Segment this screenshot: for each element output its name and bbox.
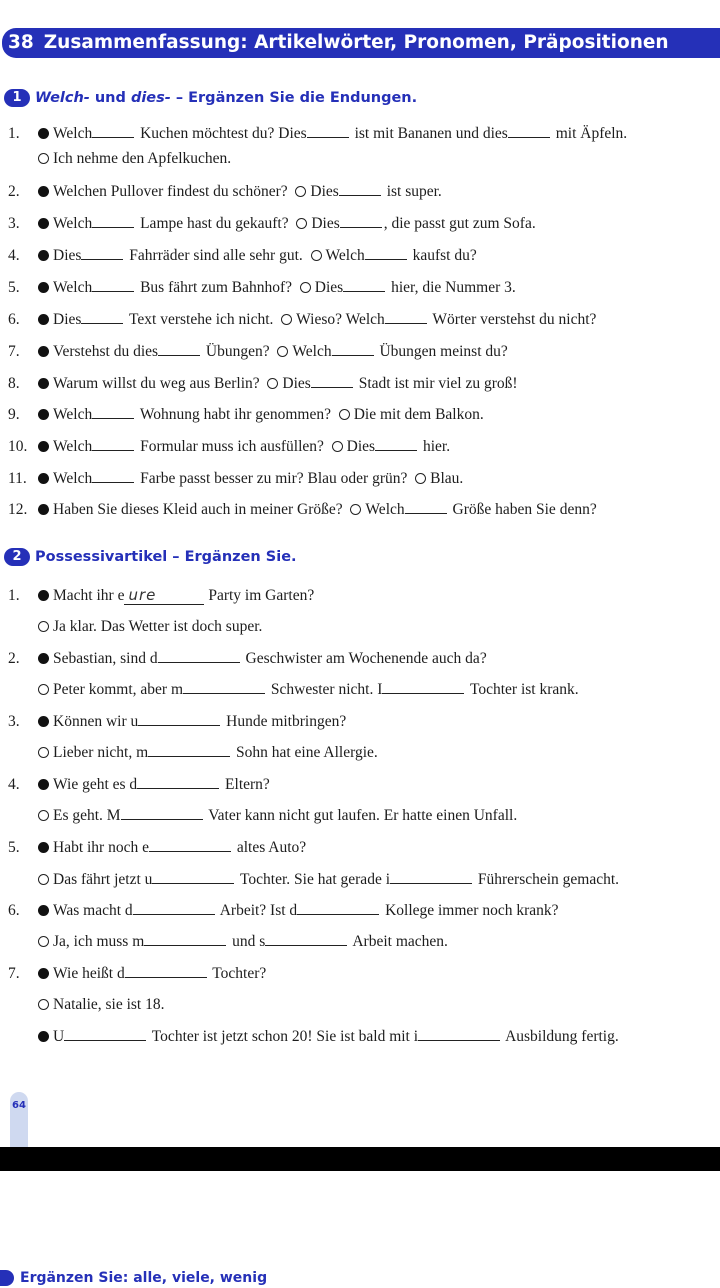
sentence-fragment: Dies [311, 215, 340, 232]
fill-in-blank[interactable] [508, 123, 550, 138]
next-section-badge [0, 1270, 14, 1286]
fill-in-blank[interactable] [133, 900, 215, 915]
open-bullet-icon [339, 409, 350, 420]
item-number: 1. [8, 125, 20, 142]
section-1-heading [4, 87, 417, 109]
filled-bullet-icon [38, 590, 49, 601]
filled-bullet-icon [38, 346, 49, 357]
filled-bullet-icon [38, 905, 49, 916]
spacer [292, 279, 300, 296]
exercise-line [8, 373, 720, 395]
open-bullet-icon [38, 874, 49, 885]
open-bullet-icon [38, 999, 49, 1010]
open-bullet-icon [281, 314, 292, 325]
sentence-fragment: Wohnung habt ihr genommen? [136, 406, 331, 423]
sentence-fragment: Vater kann nicht gut laufen. Er hatte einen Unfall. [204, 807, 518, 824]
sentence-fragment: ist mit Bananen und dies [350, 125, 508, 142]
sentence-fragment: kaufst du? [408, 247, 477, 264]
next-section-title: Ergänzen Sie: alle, viele, wenig [20, 1270, 268, 1286]
sentence-fragment: Bus fährt zum Bahnhof? [136, 279, 293, 296]
item-number: 1. [8, 587, 20, 604]
spacer [288, 183, 296, 200]
open-bullet-icon [415, 473, 426, 484]
sentence-fragment: Formular muss ich ausfüllen? [136, 438, 324, 455]
exercise-line [38, 679, 720, 701]
fill-in-blank[interactable] [92, 468, 134, 483]
spacer [289, 215, 297, 232]
filled-bullet-icon [38, 716, 49, 727]
item-number: 3. [8, 713, 20, 730]
fill-in-blank[interactable] [125, 963, 207, 978]
fill-in-blank[interactable] [158, 648, 240, 663]
filled-bullet-icon [38, 653, 49, 664]
fill-in-blank[interactable] [365, 245, 407, 260]
item-number: 6. [8, 311, 20, 328]
sentence-fragment: Dies [53, 311, 82, 328]
spacer [343, 501, 351, 518]
sentence-fragment: Sebastian, sind d [53, 650, 158, 667]
spacer [270, 343, 278, 360]
fill-in-blank[interactable] [297, 900, 379, 915]
item-number: 10. [8, 438, 28, 455]
sentence-fragment: Lieber nicht, m [53, 744, 149, 761]
fill-in-blank[interactable] [340, 213, 382, 228]
section-1-badge: 1 [4, 89, 30, 107]
sentence-fragment: Arbeit? Ist d [216, 902, 298, 919]
exercise-line [38, 805, 720, 827]
item-number: 5. [8, 839, 20, 856]
sentence-fragment: Welchen Pullover findest du schöner? [53, 183, 288, 200]
fill-in-blank[interactable] [144, 931, 226, 946]
item-number: 7. [8, 965, 20, 982]
open-bullet-icon [311, 250, 322, 261]
sentence-fragment: Was macht d [53, 902, 133, 919]
item-number: 4. [8, 776, 20, 793]
sentence-fragment: Größe haben Sie denn? [448, 501, 597, 518]
filled-bullet-icon [38, 409, 49, 420]
item-number: 7. [8, 343, 20, 360]
item-number: 8. [8, 375, 20, 392]
exercise-line [8, 585, 720, 607]
page-number: 64 [12, 1100, 26, 1111]
fill-in-blank[interactable] [265, 931, 347, 946]
spacer [260, 375, 268, 392]
spacer [331, 406, 339, 423]
exercise-line [8, 404, 720, 426]
sentence-fragment: Ausbildung fertig. [502, 1028, 619, 1045]
sentence-fragment: Geschwister am Wochenende auch da? [241, 650, 487, 667]
sentence-fragment: Tochter. Sie hat gerade i [236, 871, 390, 888]
fill-in-blank[interactable] [92, 436, 134, 451]
fill-in-blank[interactable] [92, 213, 134, 228]
filled-bullet-icon [38, 250, 49, 261]
filled-bullet-icon [38, 314, 49, 325]
filled-bullet-icon [38, 968, 49, 979]
filled-bullet-icon [38, 378, 49, 389]
exercise-line [8, 711, 720, 733]
sentence-fragment: Blau. [430, 470, 464, 487]
exercise-line [8, 123, 720, 145]
fill-in-blank[interactable] [148, 742, 230, 757]
fill-in-blank[interactable] [339, 181, 381, 196]
fill-in-blank[interactable] [405, 499, 447, 514]
heading-italic-welch: Welch- [35, 90, 90, 106]
sentence-fragment: Dies [282, 375, 311, 392]
sentence-fragment: Dies [310, 183, 339, 200]
open-bullet-icon [38, 747, 49, 758]
sentence-fragment: Welch [53, 438, 93, 455]
exercise-line [38, 994, 720, 1016]
open-bullet-icon [277, 346, 288, 357]
fill-in-blank[interactable] [92, 404, 134, 419]
item-number: 6. [8, 902, 20, 919]
exercise-line [38, 742, 720, 764]
exercise-line [38, 148, 720, 170]
heading-italic-dies: dies- [130, 90, 171, 106]
sentence-fragment: Ja, ich muss m [53, 933, 145, 950]
open-bullet-icon [295, 186, 306, 197]
fill-in-blank[interactable] [343, 277, 385, 292]
filled-bullet-icon [38, 441, 49, 452]
chapter-number: 38 [8, 32, 34, 53]
sentence-fragment: Dies [314, 279, 344, 296]
fill-in-blank[interactable] [307, 123, 349, 138]
item-number: 3. [8, 215, 20, 232]
exercise-line [8, 468, 720, 490]
section-2-heading [4, 546, 297, 568]
open-bullet-icon [267, 378, 278, 389]
sentence-fragment: Macht ihr e [53, 587, 125, 604]
exercise-line [38, 869, 720, 891]
sentence-fragment: Wie geht es d [53, 776, 138, 793]
sentence-fragment: Wie heißt d [53, 965, 125, 982]
exercise-line [8, 341, 720, 363]
exercise-line [38, 616, 720, 638]
open-bullet-icon [38, 684, 49, 695]
sentence-fragment: Schwester nicht. I [267, 681, 383, 698]
fill-in-blank[interactable] [311, 373, 353, 388]
sentence-fragment: Hunde mitbringen? [222, 713, 347, 730]
fill-in-blank[interactable] [121, 805, 203, 820]
sentence-fragment: Habt ihr noch e [53, 839, 149, 856]
page-number-tab [10, 1092, 28, 1148]
sentence-fragment: Welch [365, 501, 405, 518]
sentence-fragment: Können wir u [53, 713, 139, 730]
filled-bullet-icon [38, 282, 49, 293]
sentence-fragment: Ja klar. Das Wetter ist doch super. [53, 618, 263, 635]
filled-bullet-icon [38, 128, 49, 139]
exercise-line [8, 309, 720, 331]
fill-in-blank[interactable] [92, 277, 134, 292]
heading-und: und [89, 90, 131, 106]
open-bullet-icon [38, 153, 49, 164]
item-number: 5. [8, 279, 20, 296]
spacer [407, 470, 415, 487]
sentence-fragment: Party im Garten? [204, 587, 315, 604]
sentence-fragment: Tochter? [208, 965, 267, 982]
fill-in-blank[interactable] [418, 1026, 500, 1041]
exercise-line [8, 963, 720, 985]
fill-in-blank[interactable] [152, 869, 234, 884]
fill-in-blank[interactable] [137, 774, 219, 789]
sentence-fragment: Die mit dem Balkon. [353, 406, 484, 423]
item-number: 12. [8, 501, 28, 518]
sentence-fragment: Kuchen möchtest du? Dies [136, 125, 307, 142]
sentence-fragment: Es geht. M [53, 807, 121, 824]
open-bullet-icon [296, 218, 307, 229]
sentence-fragment: Verstehst du dies [53, 343, 159, 360]
sentence-fragment: Welch [53, 406, 93, 423]
sentence-fragment: und s [228, 933, 266, 950]
sentence-fragment: , die passt gut zum Sofa. [383, 215, 536, 232]
sentence-fragment: Text verstehe ich nicht. [125, 311, 274, 328]
section-2-title: Possessivartikel – Ergänzen Sie. [35, 549, 297, 565]
item-number: 2. [8, 183, 20, 200]
sentence-fragment: Welch [53, 215, 93, 232]
fill-in-blank[interactable] [183, 679, 265, 694]
sentence-fragment: U [53, 1028, 65, 1045]
chapter-title: Zusammenfassung: Artikelwörter, Pronomen, Präpositionen [43, 32, 669, 53]
fill-in-blank[interactable] [382, 679, 464, 694]
open-bullet-icon [350, 504, 361, 515]
fill-in-blank[interactable] [138, 711, 220, 726]
black-band [0, 1147, 720, 1171]
next-section-heading [0, 1268, 267, 1288]
exercise-line [8, 499, 720, 521]
sentence-fragment: Warum willst du weg aus Berlin? [53, 375, 260, 392]
filled-bullet-icon [38, 779, 49, 790]
fill-in-blank[interactable] [149, 837, 231, 852]
sentence-fragment: hier. [419, 438, 451, 455]
item-number: 9. [8, 406, 20, 423]
sentence-fragment: Arbeit machen. [349, 933, 448, 950]
sentence-fragment: Übungen? [202, 343, 270, 360]
sentence-fragment: hier, die Nummer 3. [387, 279, 516, 296]
sentence-fragment: Welch [292, 343, 332, 360]
exercise-line [8, 277, 720, 299]
fill-in-blank[interactable] [375, 436, 417, 451]
open-bullet-icon [332, 441, 343, 452]
section-2-badge: 2 [4, 548, 30, 566]
sentence-fragment: Führerschein gemacht. [474, 871, 620, 888]
sentence-fragment: Dies [346, 438, 376, 455]
exercise-line [8, 774, 720, 796]
exercise-line [8, 181, 720, 203]
filled-bullet-icon [38, 842, 49, 853]
fill-in-blank[interactable] [385, 309, 427, 324]
sentence-fragment: Farbe passt besser zu mir? Blau oder grün? [136, 470, 408, 487]
filled-bullet-icon [38, 1031, 49, 1042]
chapter-title-bar [2, 28, 720, 58]
exercise-line [8, 837, 720, 859]
sentence-fragment: Kollege immer noch krank? [381, 902, 559, 919]
spacer [324, 438, 332, 455]
sentence-fragment: Tochter ist krank. [466, 681, 579, 698]
fill-in-blank[interactable] [92, 123, 134, 138]
open-bullet-icon [38, 936, 49, 947]
sentence-fragment: Peter kommt, aber m [53, 681, 183, 698]
exercise-line [38, 1026, 720, 1048]
sentence-fragment: Das fährt jetzt u [53, 871, 153, 888]
sentence-fragment: Tochter ist jetzt schon 20! Sie ist bald mit i [148, 1028, 419, 1045]
sentence-fragment: altes Auto? [232, 839, 307, 856]
exercise-line [8, 213, 720, 235]
fill-in-blank[interactable] [81, 309, 123, 324]
fill-in-blank[interactable] [64, 1026, 146, 1041]
sentence-fragment: mit Äpfeln. [551, 125, 628, 142]
sentence-fragment: Wieso? Welch [296, 311, 385, 328]
exercise-line [38, 931, 720, 953]
filled-bullet-icon [38, 504, 49, 515]
sentence-fragment: Fahrräder sind alle sehr gut. [125, 247, 303, 264]
exercise-line [8, 900, 720, 922]
spacer [273, 311, 281, 328]
item-number: 4. [8, 247, 20, 264]
item-number: 2. [8, 650, 20, 667]
sentence-fragment: Haben Sie dieses Kleid auch in meiner Größe? [53, 501, 343, 518]
fill-in-blank[interactable] [332, 341, 374, 356]
filled-bullet-icon [38, 473, 49, 484]
handwritten-answer[interactable]: ure [124, 588, 204, 605]
filled-bullet-icon [38, 218, 49, 229]
open-bullet-icon [38, 621, 49, 632]
sentence-fragment: ist super. [382, 183, 442, 200]
sentence-fragment: Eltern? [221, 776, 270, 793]
fill-in-blank[interactable] [390, 869, 472, 884]
sentence-fragment: Dies [53, 247, 82, 264]
sentence-fragment: Welch [53, 279, 93, 296]
open-bullet-icon [300, 282, 311, 293]
item-number: 11. [8, 470, 27, 487]
sentence-fragment: Welch [53, 125, 93, 142]
filled-bullet-icon [38, 186, 49, 197]
sentence-fragment: Wörter verstehst du nicht? [428, 311, 597, 328]
heading-rest: – Ergänzen Sie die Endungen. [170, 90, 418, 106]
fill-in-blank[interactable] [158, 341, 200, 356]
spacer [303, 247, 311, 264]
exercise-line [8, 436, 720, 458]
sentence-fragment: Stadt ist mir viel zu groß! [354, 375, 518, 392]
exercise-line [8, 245, 720, 267]
open-bullet-icon [38, 810, 49, 821]
sentence-fragment: Sohn hat eine Allergie. [232, 744, 378, 761]
fill-in-blank[interactable] [81, 245, 123, 260]
sentence-fragment: Natalie, sie ist 18. [53, 996, 165, 1013]
exercise-line [8, 648, 720, 670]
sentence-fragment: Lampe hast du gekauft? [136, 215, 289, 232]
sentence-fragment: Ich nehme den Apfelkuchen. [53, 150, 232, 167]
sentence-fragment: Übungen meinst du? [375, 343, 508, 360]
sentence-fragment: Welch [325, 247, 365, 264]
sentence-fragment: Welch [53, 470, 93, 487]
